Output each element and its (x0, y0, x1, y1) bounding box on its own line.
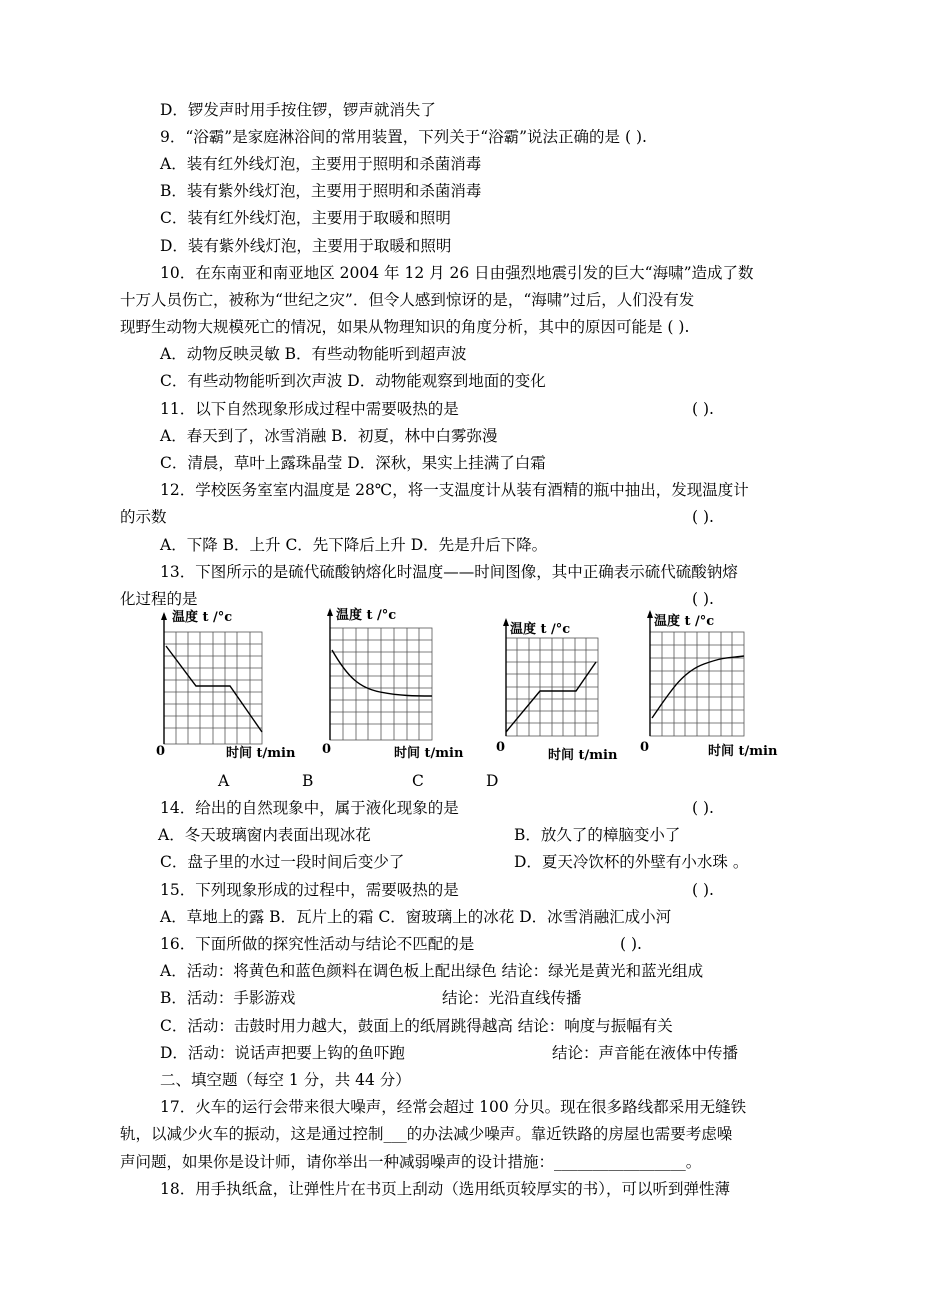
q9-option-b: B．装有紫外线灯泡，主要用于照明和杀菌消毒 (160, 182, 482, 200)
graph-c-y-arrow (503, 618, 509, 626)
q17-stem-line2: 轨，以减少火车的振动，这是通过控制___的办法减少噪声。靠近铁路的房屋也需要考虑噪 (120, 1125, 733, 1143)
q12-stem-line2: 的示数 (120, 508, 167, 526)
graph-letter-d: D (486, 772, 499, 790)
graph-letter-a: A (218, 772, 230, 790)
q14-option-d: D．夏天冷饮杯的外壁有小水珠 。 (514, 853, 749, 871)
q14-stem: 14．给出的自然现象中，属于液化现象的是 (160, 799, 459, 817)
graph-a-origin: 0 (156, 744, 166, 759)
q10-stem-line1: 10．在东南亚和南亚地区 2004 年 12 月 26 日由强烈地震引发的巨大“海啸”造成了数 (160, 264, 754, 282)
q15-stem: 15．下列现象形成的过程中，需要吸热的是 (160, 881, 459, 899)
q9-stem: 9．“浴霸”是家庭淋浴间的常用装置，下列关于“浴霸”说法正确的是 ( ). (160, 128, 647, 146)
graph-b-origin: 0 (322, 742, 332, 757)
q10-stem-line3: 现野生动物大规模死亡的情况，如果从物理知识的角度分析，其中的原因可能是 ( ). (120, 318, 690, 336)
q13-stem-line1: 13．下图所示的是硫代硫酸钠熔化时温度——时间图像，其中正确表示硫代硫酸钠熔 (160, 563, 738, 581)
q9-option-a: A．装有红外线灯泡，主要用于照明和杀菌消毒 (160, 155, 482, 173)
q11-options-ab: A．春天到了，冰雪消融 B．初夏，林中白雾弥漫 (160, 427, 498, 445)
graph-b-grid (330, 628, 432, 740)
q16-answer-blank: ( ). (620, 935, 642, 953)
graph-a-x-label: 时间 t/min (226, 746, 296, 761)
q9-option-c: C．装有红外线灯泡，主要用于取暖和照明 (160, 209, 451, 227)
graph-c-origin: 0 (496, 740, 506, 755)
q11-answer-blank: ( ). (692, 400, 714, 418)
graph-c-x-label: 时间 t/min (548, 748, 618, 763)
graph-letter-b: B (302, 772, 314, 790)
q17-stem-line3: 声问题，如果你是设计师，请你举出一种减弱噪声的设计措施：_________________。 (120, 1153, 702, 1171)
q18-stem-line1: 18．用手执纸盒，让弹性片在书页上刮动（选用纸页较厚实的书），可以听到弹性薄 (160, 1180, 730, 1198)
section-heading-fill-in: 二、填空题（每空 1 分，共 44 分） (160, 1071, 411, 1089)
q12-stem-line1: 12．学校医务室室内温度是 28℃，将一支温度计从装有酒精的瓶中抽出，发现温度计 (160, 481, 749, 499)
graph-d (640, 606, 800, 759)
graph-b-curve (332, 650, 432, 696)
graph-b-y-arrow (327, 608, 333, 616)
q12-options: A．下降 B．上升 C．先下降后上升 D．先是升后下降。 (160, 536, 548, 554)
q16-stem: 16．下面所做的探究性活动与结论不匹配的是 (160, 935, 475, 953)
q13-stem-line2: 化过程的是 (120, 590, 198, 608)
q10-options-cd: C．有些动物能听到次声波 D．动物能观察到地面的变化 (160, 372, 546, 390)
q16-option-d-activity: D．活动：说话声把要上钩的鱼吓跑 (160, 1044, 405, 1062)
graph-d-grid (650, 632, 744, 736)
q10-options-ab: A．动物反映灵敏 B．有些动物能听到超声波 (160, 345, 467, 363)
graph-c-grid (506, 638, 598, 736)
q11-stem: 11．以下自然现象形成过程中需要吸热的是 (160, 400, 459, 418)
graph-d-x-label: 时间 t/min (708, 744, 778, 759)
graph-c-y-label: 温度 t /°c (510, 622, 571, 637)
graph-a-curve (166, 646, 262, 732)
graph-d-y-arrow (647, 610, 653, 618)
q10-stem-line2: 十万人员伤亡，被称为“世纪之灾”．但令人感到惊讶的是，“海啸”过后，人们没有发 (120, 291, 695, 309)
q15-options: A．草地上的露 B．瓦片上的霜 C．窗玻璃上的冰花 D．冰雪消融汇成小河 (160, 908, 672, 926)
graph-a-grid (164, 632, 262, 744)
q13-answer-blank: ( ). (692, 590, 714, 608)
graph-b-y-label: 温度 t /°c (336, 608, 397, 623)
q8-option-d: D．锣发声时用手按住锣，锣声就消失了 (160, 101, 436, 119)
q17-stem-line1: 17．火车的运行会带来很大噪声，经常会超过 100 分贝。现在很多路线都采用无缝铁 (160, 1098, 747, 1116)
graph-d-curve (652, 656, 744, 718)
q14-option-b: B．放久了的樟脑变小了 (514, 826, 681, 844)
q9-option-d: D．装有紫外线灯泡，主要用于取暖和照明 (160, 237, 452, 255)
q15-answer-blank: ( ). (692, 881, 714, 899)
q12-answer-blank: ( ). (692, 508, 714, 526)
graph-d-origin: 0 (640, 740, 650, 755)
q11-options-cd: C．清晨，草叶上露珠晶莹 D．深秋，果实上挂满了白霜 (160, 454, 546, 472)
q14-answer-blank: ( ). (692, 799, 714, 817)
graph-letter-c: C (412, 772, 424, 790)
q14-option-a: A．冬天玻璃窗内表面出现冰花 (158, 826, 371, 844)
q16-option-c: C．活动：击鼓时用力越大，鼓面上的纸屑跳得越高 结论：响度与振幅有关 (160, 1017, 673, 1035)
graph-b-x-label: 时间 t/min (394, 746, 464, 761)
q16-option-b-conclusion: 结论：光沿直线传播 (442, 989, 582, 1007)
q16-option-b-activity: B．活动：手影游戏 (160, 989, 296, 1007)
q14-option-c: C．盘子里的水过一段时间后变少了 (160, 853, 405, 871)
graph-c (496, 612, 636, 762)
q16-option-d-conclusion: 结论：声音能在液体中传播 (552, 1044, 739, 1062)
graph-c-curve (506, 662, 596, 732)
graph-a-y-label: 温度 t /°c (172, 610, 233, 625)
graph-d-y-label: 温度 t /°c (654, 614, 715, 629)
q16-option-a: A．活动：将黄色和蓝色颜料在调色板上配出绿色 结论：绿光是黄光和蓝光组成 (160, 962, 704, 980)
graph-a-y-arrow (161, 612, 167, 620)
graph-b (320, 606, 490, 766)
graph-a (152, 610, 322, 770)
